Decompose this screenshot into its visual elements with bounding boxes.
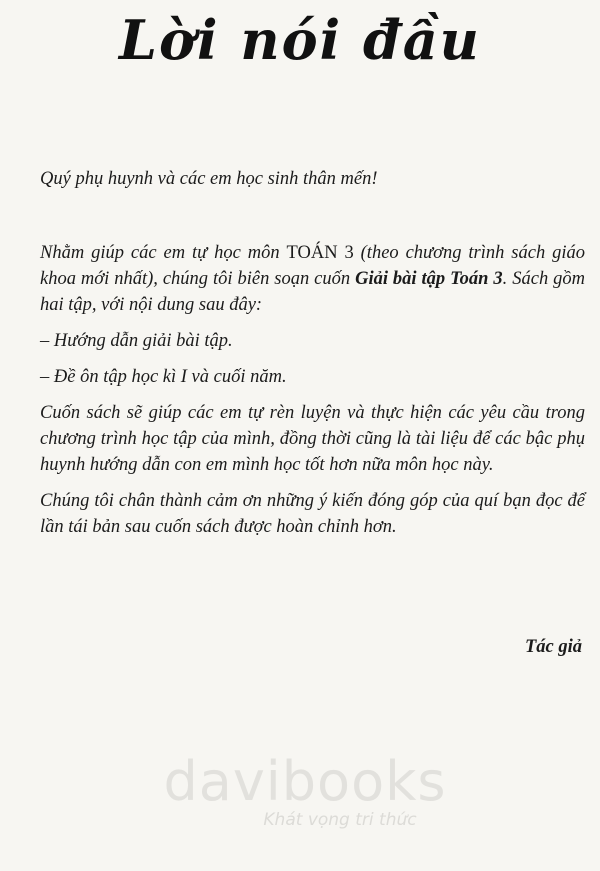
intro-part1: Nhằm giúp các em tự học môn	[40, 243, 287, 263]
intro-part2: (theo chương trình sách giáo khoa mới nhất), chúng tôi biên soạn cuốn	[40, 243, 586, 289]
subject-name: TOÁN 3	[286, 243, 354, 263]
watermark-tagline: Khát vọng tri thức	[263, 810, 417, 830]
thanks-paragraph: Chúng tôi chân thành cảm ơn những ý kiến đóng góp của quí bạn đọc để lần tái bản sau cuốn sách được hoàn chỉnh hơn.	[40, 491, 585, 537]
watermark	[155, 752, 455, 830]
list-item: – Đề ôn tập học kì I và cuối năm.	[40, 367, 287, 387]
body-paragraph: Cuốn sách sẽ giúp các em tự rèn luyện và thực hiện các yêu cầu trong chương trình học tập của mình, đồng thời cũng là tài liệu để các bậc phụ huynh hướng dẫn con em mình học tốt hơn nữa môn học này.	[40, 403, 585, 475]
book-title: Giải bài tập Toán 3	[355, 269, 503, 289]
greeting: Quý phụ huynh và các em học sinh thân mến!	[40, 169, 378, 189]
watermark-logo: davibooks	[163, 750, 447, 813]
intro-part3: . Sách gồm hai tập, với nội dung sau đây:	[40, 269, 586, 315]
preface-body	[40, 166, 585, 550]
author-signature: Tác giả	[524, 637, 582, 657]
list-item: – Hướng dẫn giải bài tập.	[40, 331, 233, 351]
page-title: Lời nói đầu	[119, 8, 481, 72]
intro-paragraph	[40, 240, 585, 318]
